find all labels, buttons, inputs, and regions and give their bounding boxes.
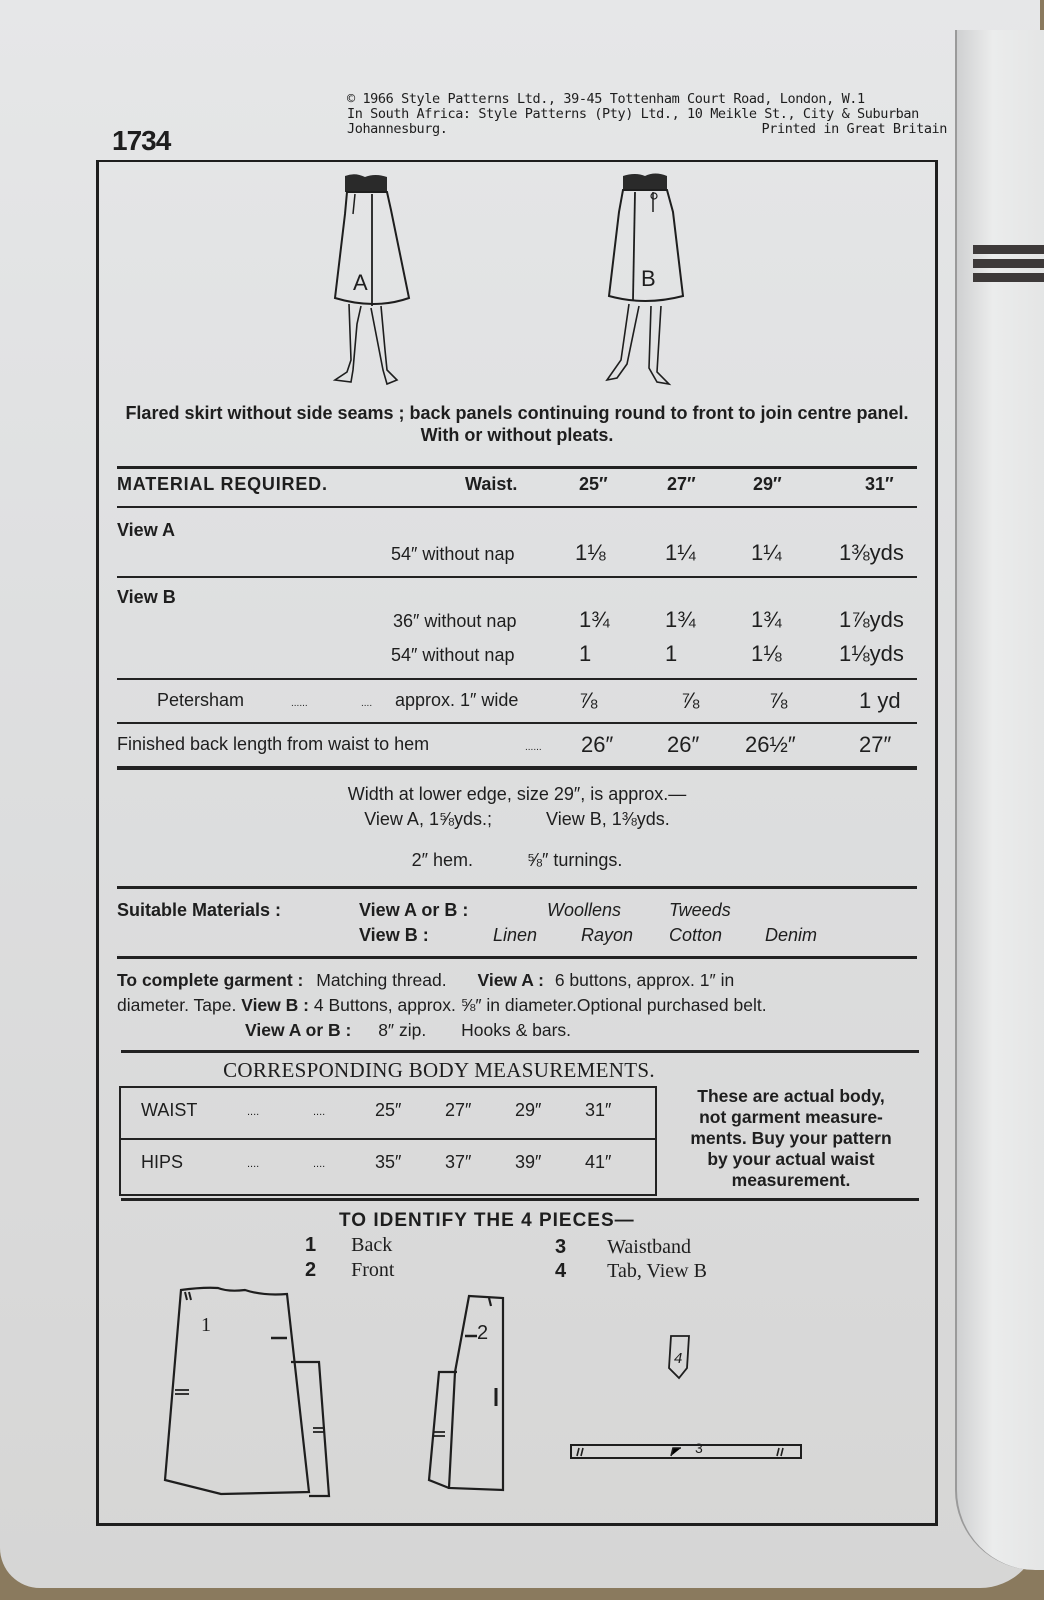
column-divider <box>655 1086 657 1194</box>
length-value: 27″ <box>859 732 892 757</box>
seam-turnings: ⅝″ turnings. <box>527 850 623 870</box>
tab-piece-label: 4 <box>674 1350 683 1367</box>
notions-view-a-label: View A : <box>477 970 544 990</box>
petersham-label: Petersham <box>157 690 245 710</box>
material-item: Denim <box>765 925 818 945</box>
yardage: 1⅛yds <box>839 641 904 666</box>
divider <box>117 466 917 469</box>
view-a-label: A <box>353 270 368 295</box>
note-line: not garment measure- <box>699 1107 883 1127</box>
notions-line-1 <box>117 968 917 993</box>
width-view-a: View A, 1⅝yds.; <box>364 809 492 829</box>
yardage: 1¾ <box>665 607 696 632</box>
measurement: 25″ <box>375 1100 402 1120</box>
piece-2 <box>305 1259 394 1282</box>
view-a-heading: View A <box>117 520 176 540</box>
envelope-flap <box>955 30 1044 1570</box>
leader-dots: .... <box>313 1106 326 1118</box>
yardage: 1¾ <box>579 607 610 632</box>
divider <box>117 886 917 889</box>
yardage: 1¼ <box>665 540 696 565</box>
length-value: 26″ <box>667 732 700 757</box>
notions <box>117 968 917 1043</box>
divider <box>117 766 917 770</box>
piece-name: Waistband <box>607 1236 692 1258</box>
row-label: HIPS <box>141 1152 184 1172</box>
note-line: ments. Buy your pattern <box>690 1128 892 1148</box>
leader-dots: .... <box>361 698 373 709</box>
fabric-width: 54″ without nap <box>391 645 515 665</box>
note-line: These are actual body, <box>697 1086 885 1106</box>
fabric-width: 36″ without nap <box>393 611 517 631</box>
divider <box>117 576 917 578</box>
body-measurements-table <box>119 1086 657 1196</box>
measurement: 31″ <box>585 1100 612 1120</box>
hem-turnings-line <box>117 848 917 873</box>
copyright-text: In South Africa: Style Patterns (Pty) Ltd., 10 Meikle St., City & Suburban <box>347 106 919 122</box>
copyright-line <box>347 107 947 122</box>
printed-in-text: Printed in Great Britain <box>761 121 947 137</box>
notions-zip: 8″ zip. <box>378 1020 427 1040</box>
length-value: 26″ <box>581 732 614 757</box>
size-label: Waist. <box>465 474 518 494</box>
materials-view-ab: View A or B : <box>359 900 469 920</box>
size-27: 27″ <box>667 474 696 494</box>
pieces-title: TO IDENTIFY THE 4 PIECES— <box>339 1210 635 1231</box>
yardage: 1⅛ <box>751 641 782 666</box>
length-value: 26½″ <box>745 732 796 757</box>
pattern-description: Flared skirt without side seams ; back panels continuing round to front to join centre panel. With or without pleats. <box>125 403 909 445</box>
yardage: 1⅛ <box>575 540 606 565</box>
piece-number: 4 <box>555 1260 567 1282</box>
leader-dots: .... <box>247 1106 260 1118</box>
size-31: 31″ <box>865 474 894 494</box>
divider <box>117 506 917 508</box>
table-row-waist <box>121 1088 657 1140</box>
width-note <box>117 782 917 873</box>
piece-name: Front <box>351 1259 395 1281</box>
size-29: 29″ <box>753 474 782 494</box>
yardage: 1 <box>665 641 678 666</box>
measurement: 37″ <box>445 1152 472 1172</box>
front-piece-label: 2 <box>477 1322 489 1344</box>
width-note-views <box>117 807 917 832</box>
leader-dots: ...... <box>291 698 308 709</box>
petersham-amount: ⅞ <box>681 688 700 713</box>
material-item: Woollens <box>547 900 622 920</box>
divider <box>117 678 917 680</box>
body-measurements-title: CORRESPONDING BODY MEASUREMENTS. <box>223 1058 655 1082</box>
notions-view-b-label: View B : <box>241 995 309 1015</box>
petersham-amount: ⅞ <box>769 688 788 713</box>
finished-length-label: Finished back length from waist to hem <box>117 734 430 754</box>
content-frame <box>96 160 938 1526</box>
waistband-piece-label: 3 <box>695 1440 703 1456</box>
note-line: measurement. <box>731 1170 851 1190</box>
piece-number: 2 <box>305 1259 317 1281</box>
flap-stripes <box>973 245 1044 287</box>
measurement: 39″ <box>515 1152 542 1172</box>
piece-number: 3 <box>555 1236 567 1258</box>
leader-dots: ...... <box>525 742 542 753</box>
material-item: Rayon <box>581 925 634 945</box>
measurement: 27″ <box>445 1100 472 1120</box>
front-piece-diagram <box>425 1292 515 1492</box>
width-note-line: Width at lower edge, size 29″, is approx.— <box>347 784 687 804</box>
yardage: 1¼ <box>751 540 782 565</box>
material-item: Linen <box>493 925 538 945</box>
copyright-text: Johannesburg. <box>347 121 448 137</box>
petersham-spec: approx. 1″ wide <box>395 690 519 710</box>
suitable-materials-label: Suitable Materials : <box>117 900 282 920</box>
notions-thread: Matching thread. <box>316 970 447 990</box>
leader-dots: .... <box>247 1158 260 1170</box>
petersham-amount: 1 yd <box>859 688 901 713</box>
notions-line-2 <box>117 993 917 1018</box>
measurement: 41″ <box>585 1152 612 1172</box>
row-label: WAIST <box>141 1100 198 1120</box>
body-measurements-note <box>663 1086 919 1191</box>
notions-tape: diameter. Tape. <box>117 995 237 1015</box>
measurement: 29″ <box>515 1100 542 1120</box>
pattern-number: 1734 <box>112 125 171 156</box>
notions-line-3 <box>117 1018 917 1043</box>
copyright-notice <box>347 92 947 137</box>
notions-hooks: Hooks & bars. <box>461 1020 572 1040</box>
leader-dots: .... <box>313 1158 326 1170</box>
copyright-text: © 1966 Style Patterns Ltd., 39-45 Tottenham Court Road, London, W.1 <box>347 91 865 107</box>
fabric-width: 54″ without nap <box>391 544 515 564</box>
piece-3 <box>555 1236 691 1259</box>
divider <box>117 722 917 724</box>
materials-view-b: View B : <box>359 925 429 945</box>
piece-4 <box>555 1260 707 1283</box>
material-item: Cotton <box>669 925 723 945</box>
divider <box>117 956 917 959</box>
material-title: MATERIAL REQUIRED. <box>117 474 328 494</box>
back-piece-diagram <box>163 1286 333 1500</box>
piece-name: Tab, View B <box>607 1260 707 1282</box>
note-line: by your actual waist <box>707 1149 875 1169</box>
notions-view-b-text: 4 Buttons, approx. ⅝″ in diameter.Optional purchased belt. <box>313 995 767 1015</box>
piece-number: 1 <box>305 1234 317 1256</box>
view-b-heading: View B <box>117 587 176 607</box>
table-row-hips <box>121 1140 657 1190</box>
skirt-view-a-illustration <box>325 174 425 400</box>
petersham-amount: ⅞ <box>579 688 598 713</box>
hem-allowance: 2″ hem. <box>411 850 473 870</box>
width-view-b: View B, 1⅜yds. <box>546 809 670 829</box>
notions-view-a-text: 6 buttons, approx. 1″ in <box>554 970 735 990</box>
piece-1 <box>305 1234 392 1257</box>
divider <box>121 1198 919 1201</box>
yardage: 1 <box>579 641 592 666</box>
material-header-row <box>117 474 917 500</box>
material-item: Tweeds <box>669 900 731 920</box>
waistband-piece-diagram <box>569 1442 805 1462</box>
piece-name: Back <box>351 1234 393 1256</box>
suitable-materials <box>117 900 917 952</box>
measurement: 35″ <box>375 1152 402 1172</box>
yardage: 1⅞yds <box>839 607 904 632</box>
notions-label: To complete garment : <box>117 970 304 990</box>
yardage: 1¾ <box>751 607 782 632</box>
yardage: 1⅜yds <box>839 540 904 565</box>
notions-view-ab-label: View A or B : <box>245 1020 352 1040</box>
back-piece-label: 1 <box>201 1314 211 1336</box>
copyright-line <box>347 92 947 107</box>
view-b-label: B <box>641 266 656 291</box>
copyright-line <box>347 122 947 137</box>
size-25: 25″ <box>579 474 608 494</box>
divider <box>121 1050 919 1053</box>
